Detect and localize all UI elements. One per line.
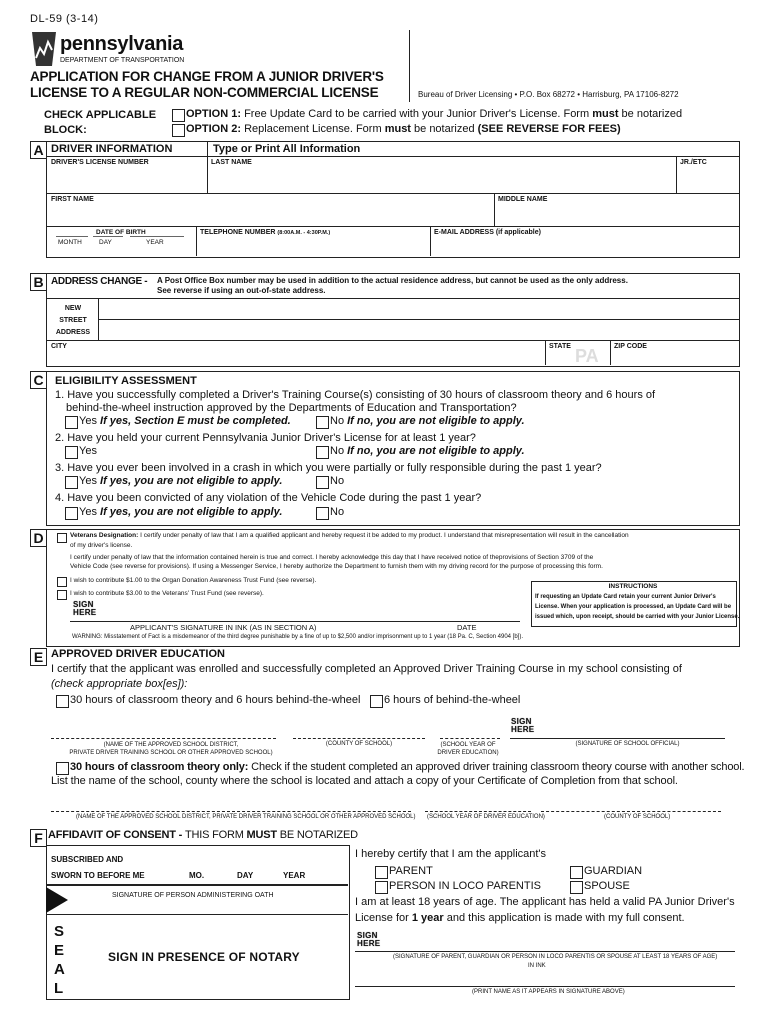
q1-no-checkbox[interactable] (316, 416, 329, 429)
form-title-line2: LICENSE TO A REGULAR NON-COMMERCIAL LICENSE (30, 85, 379, 100)
state-value: PA (575, 346, 599, 366)
email-input[interactable] (432, 238, 736, 255)
e-county-input[interactable] (293, 722, 425, 737)
q2-no-checkbox[interactable] (316, 446, 329, 459)
veterans-designation-checkbox[interactable] (57, 533, 67, 543)
form-id: DL-59 (3-14) (30, 13, 99, 25)
guardian-checkbox[interactable] (570, 866, 583, 879)
print-name-input[interactable] (357, 970, 733, 985)
middle-name-input[interactable] (496, 205, 736, 225)
veterans-trust-checkbox[interactable] (57, 590, 67, 600)
e-official-signature-input[interactable] (545, 722, 725, 737)
zip-code-input[interactable] (612, 351, 736, 364)
notary-box (46, 845, 350, 1000)
section-d-letter: D (30, 529, 47, 547)
check-block-label: CHECK APPLICABLE (44, 109, 157, 121)
e2-county-input[interactable] (541, 795, 721, 810)
logo-state-name: pennsylvania (60, 33, 184, 55)
option1-text: OPTION 1: Free Update Card to be carried with your Junior Driver's License. Form must be notarized (186, 108, 683, 120)
spouse-checkbox[interactable] (570, 881, 583, 894)
organ-donation-checkbox[interactable] (57, 577, 67, 587)
street-address-line1-input[interactable] (100, 300, 736, 317)
e-theory-only-checkbox[interactable] (56, 762, 69, 775)
section-e-title: APPROVED DRIVER EDUCATION (51, 648, 225, 660)
e-30-hours-and-6-checkbox[interactable] (56, 695, 69, 708)
section-a-letter: A (30, 141, 47, 159)
form-title-line1: APPLICATION FOR CHANGE FROM A JUNIOR DRIVER'S (30, 69, 384, 84)
seal-letters: S E A L (54, 923, 65, 997)
q2-yes-checkbox[interactable] (65, 446, 78, 459)
section-f-letter: F (30, 829, 47, 847)
loco-parentis-checkbox[interactable] (375, 881, 388, 894)
arrow-marker-icon (46, 887, 68, 913)
section-a-instruction: Type or Print All Information (213, 143, 361, 155)
bureau-address: Bureau of Driver Licensing • P.O. Box 68272 • Harrisburg, PA 17106-8272 (418, 90, 679, 99)
section-a-title: DRIVER INFORMATION (51, 143, 173, 155)
applicant-signature-input[interactable] (100, 605, 430, 620)
section-c-title: ELIGIBILITY ASSESSMENT (55, 375, 197, 387)
e-6-hours-checkbox[interactable] (370, 695, 383, 708)
q1-yes-checkbox[interactable] (65, 416, 78, 429)
sign-in-presence-of-notary: SIGN IN PRESENCE OF NOTARY (108, 950, 300, 964)
option2-checkbox[interactable] (172, 124, 185, 137)
date-of-birth-input[interactable] (48, 243, 194, 255)
last-name-input[interactable] (209, 168, 673, 190)
q3-yes-checkbox[interactable] (65, 476, 78, 489)
sign-here-d: SIGN HERE (73, 600, 97, 617)
keystone-logo-icon (30, 32, 58, 68)
sign-here-e: SIGN HERE (511, 717, 535, 734)
q4-no-checkbox[interactable] (316, 507, 329, 520)
e-school-year-input[interactable] (440, 722, 500, 737)
section-b-title: ADDRESS CHANGE - (51, 276, 148, 287)
sign-here-f: SIGN HERE (357, 931, 381, 948)
option1-checkbox[interactable] (172, 109, 185, 122)
e2-school-name-input[interactable] (51, 795, 411, 810)
city-input[interactable] (48, 351, 542, 364)
applicant-date-input[interactable] (438, 605, 518, 620)
first-name-input[interactable] (48, 205, 491, 225)
street-address-line2-input[interactable] (100, 321, 736, 338)
logo-department: DEPARTMENT OF TRANSPORTATION (60, 57, 185, 64)
q4-yes-checkbox[interactable] (65, 507, 78, 520)
telephone-input[interactable] (198, 238, 428, 255)
section-f-title: AFFIDAVIT OF CONSENT - THIS FORM MUST BE NOTARIZED (48, 829, 358, 841)
section-e-letter: E (30, 648, 47, 666)
jr-etc-input[interactable] (678, 168, 736, 190)
oath-signature-input[interactable] (72, 900, 342, 912)
q3-no-checkbox[interactable] (316, 476, 329, 489)
e2-school-year-input[interactable] (425, 795, 531, 810)
e-school-name-input[interactable] (51, 722, 276, 737)
section-b-letter: B (30, 273, 47, 291)
warning-text: WARNING: Misstatement of Fact is a misdemeanor of the third degree punishable by a fine of up to $2,500 and/or imprisonment up to 1 year (18 Pa. C, Section 4904 [b]). (72, 634, 524, 640)
parent-checkbox[interactable] (375, 866, 388, 879)
drivers-license-number-input[interactable] (48, 168, 204, 190)
parent-signature-input[interactable] (390, 934, 730, 950)
section-c-letter: C (30, 371, 47, 389)
option2-text: OPTION 2: Replacement License. Form must be notarized (SEE REVERSE FOR FEES) (186, 123, 621, 135)
